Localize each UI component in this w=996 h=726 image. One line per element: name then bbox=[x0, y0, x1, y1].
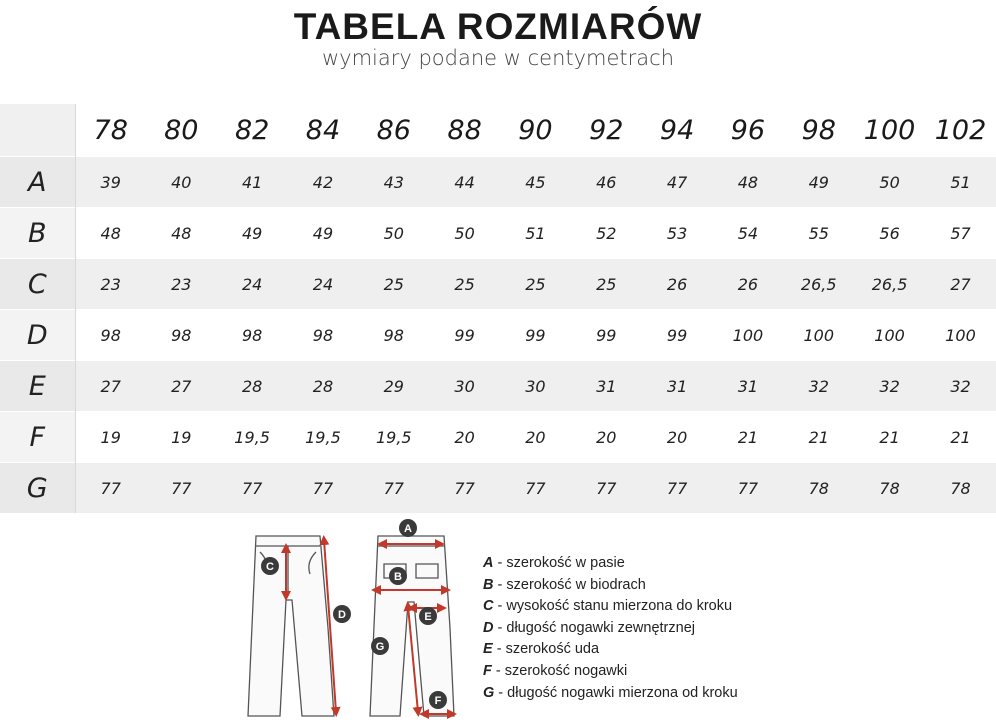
table-cell: 31 bbox=[642, 361, 713, 412]
table-cell: 20 bbox=[571, 412, 642, 463]
table-cell: 31 bbox=[571, 361, 642, 412]
table-cell: 47 bbox=[642, 157, 713, 208]
table-row bbox=[0, 259, 996, 310]
table-cell: 20 bbox=[429, 412, 500, 463]
row-label: B bbox=[0, 208, 75, 259]
table-cell: 21 bbox=[854, 412, 925, 463]
table-cell: 26,5 bbox=[854, 259, 925, 310]
page-subtitle: wymiary podane w centymetrach bbox=[321, 46, 675, 70]
table-cell: 99 bbox=[500, 310, 571, 361]
table-cell: 99 bbox=[429, 310, 500, 361]
table-cell: 42 bbox=[288, 157, 359, 208]
row-label: D bbox=[0, 310, 75, 361]
size-header: 90 bbox=[518, 114, 553, 146]
legend-text: długość nogawki zewnętrznej bbox=[506, 619, 695, 636]
legend-separator: - bbox=[493, 619, 507, 636]
table-cell: 19 bbox=[146, 412, 217, 463]
table-cell: 30 bbox=[429, 361, 500, 412]
table-cell: 50 bbox=[854, 157, 925, 208]
size-header: 102 bbox=[934, 114, 987, 146]
legend-separator: - bbox=[493, 555, 507, 571]
legend-text: szerokość nogawki bbox=[504, 662, 628, 679]
pants-front-icon bbox=[248, 536, 334, 716]
size-header: 82 bbox=[234, 114, 270, 146]
table-cell: 50 bbox=[358, 208, 429, 259]
table-cell: 57 bbox=[925, 208, 996, 259]
legend-item bbox=[483, 553, 983, 575]
svg-text:F: F bbox=[434, 695, 442, 707]
table-cell: 45 bbox=[500, 157, 571, 208]
table-cell: 32 bbox=[783, 361, 854, 412]
table-cell: 98 bbox=[358, 310, 429, 361]
size-header: 100 bbox=[863, 114, 916, 146]
svg-text:B: B bbox=[394, 571, 402, 583]
table-cell: 77 bbox=[429, 463, 500, 514]
table-cell: 99 bbox=[642, 310, 713, 361]
table-cell: 48 bbox=[75, 208, 146, 259]
table-cell: 31 bbox=[713, 361, 784, 412]
table-cell: 20 bbox=[500, 412, 571, 463]
legend-text: szerokość w biodrach bbox=[506, 576, 646, 593]
table-cell: 25 bbox=[429, 259, 500, 310]
page-title: TABELA ROZMIARÓW bbox=[293, 6, 703, 47]
svg-text:C: C bbox=[266, 561, 274, 573]
size-header: 86 bbox=[376, 114, 411, 146]
table-cell: 24 bbox=[217, 259, 288, 310]
table-cell: 52 bbox=[571, 208, 642, 259]
legend-text: szerokość w pasie bbox=[506, 555, 625, 571]
table-row bbox=[0, 157, 996, 208]
size-header: 88 bbox=[447, 114, 482, 146]
svg-text:D: D bbox=[338, 609, 346, 621]
legend-key: E bbox=[483, 641, 493, 658]
table-cell: 21 bbox=[925, 412, 996, 463]
table-cell: 32 bbox=[854, 361, 925, 412]
table-cell: 19,5 bbox=[217, 412, 288, 463]
row-label: F bbox=[0, 412, 75, 463]
table-cell: 98 bbox=[146, 310, 217, 361]
legend-text: długość nogawki mierzona od kroku bbox=[507, 684, 738, 701]
table-cell: 25 bbox=[500, 259, 571, 310]
table-cell: 100 bbox=[713, 310, 784, 361]
table-cell: 29 bbox=[358, 361, 429, 412]
legend-item bbox=[483, 596, 983, 618]
table-cell: 26 bbox=[713, 259, 784, 310]
table-cell: 48 bbox=[713, 157, 784, 208]
table-cell: 98 bbox=[217, 310, 288, 361]
table-cell: 28 bbox=[288, 361, 359, 412]
svg-text:A: A bbox=[404, 523, 412, 535]
measure-badge-f bbox=[429, 691, 447, 709]
pants-measurement-illustration bbox=[236, 516, 460, 722]
table-cell: 77 bbox=[642, 463, 713, 514]
size-header: 78 bbox=[93, 114, 128, 146]
measure-badge-d bbox=[333, 605, 351, 623]
table-cell: 77 bbox=[358, 463, 429, 514]
table-cell: 77 bbox=[713, 463, 784, 514]
legend-item bbox=[483, 575, 983, 597]
pants-drawing bbox=[236, 516, 460, 722]
legend-item bbox=[483, 639, 983, 661]
table-cell: 26 bbox=[642, 259, 713, 310]
table-cell: 100 bbox=[854, 310, 925, 361]
legend-key: B bbox=[483, 576, 494, 593]
table-cell: 32 bbox=[925, 361, 996, 412]
legend-key: G bbox=[483, 684, 495, 701]
table-cell: 77 bbox=[500, 463, 571, 514]
legend-text: szerokość uda bbox=[505, 641, 600, 658]
table-cell: 53 bbox=[642, 208, 713, 259]
table-cell: 51 bbox=[925, 157, 996, 208]
svg-text:G: G bbox=[375, 641, 385, 653]
size-header: 80 bbox=[164, 114, 199, 146]
table-cell: 77 bbox=[288, 463, 359, 514]
size-table bbox=[0, 104, 996, 513]
table-cell: 49 bbox=[288, 208, 359, 259]
table-cell: 77 bbox=[75, 463, 146, 514]
table-cell: 39 bbox=[75, 157, 146, 208]
table-cell: 78 bbox=[854, 463, 925, 514]
table-cell: 30 bbox=[500, 361, 571, 412]
table-cell: 25 bbox=[358, 259, 429, 310]
legend-item bbox=[483, 683, 983, 705]
table-row bbox=[0, 361, 996, 412]
table-cell: 19 bbox=[75, 412, 146, 463]
table-cell: 27 bbox=[925, 259, 996, 310]
table-cell: 28 bbox=[217, 361, 288, 412]
measure-badge-e bbox=[419, 607, 437, 625]
table-row bbox=[0, 208, 996, 259]
size-table-body bbox=[0, 157, 996, 514]
row-label: C bbox=[0, 259, 75, 310]
legend-separator: - bbox=[493, 598, 507, 615]
table-cell: 20 bbox=[642, 412, 713, 463]
table-cell: 44 bbox=[429, 157, 500, 208]
table-cell: 78 bbox=[783, 463, 854, 514]
table-cell: 51 bbox=[500, 208, 571, 259]
size-header: 94 bbox=[659, 114, 695, 146]
size-header: 84 bbox=[305, 114, 341, 146]
size-header: 98 bbox=[801, 114, 836, 146]
row-label: A bbox=[0, 157, 75, 208]
table-corner bbox=[0, 104, 75, 157]
legend-key: A bbox=[483, 555, 494, 571]
table-cell: 100 bbox=[925, 310, 996, 361]
table-row bbox=[0, 463, 996, 514]
measurement-legend bbox=[483, 553, 983, 704]
table-cell: 26,5 bbox=[783, 259, 854, 310]
row-label: G bbox=[0, 463, 75, 514]
table-row bbox=[0, 310, 996, 361]
pants-back-icon bbox=[370, 536, 454, 716]
table-cell: 98 bbox=[288, 310, 359, 361]
table-cell: 49 bbox=[217, 208, 288, 259]
table-cell: 40 bbox=[146, 157, 217, 208]
legend-key: C bbox=[483, 598, 494, 615]
table-cell: 23 bbox=[146, 259, 217, 310]
size-header: 92 bbox=[589, 114, 624, 146]
table-cell: 23 bbox=[75, 259, 146, 310]
svg-text:E: E bbox=[424, 611, 432, 623]
table-cell: 55 bbox=[783, 208, 854, 259]
legend-separator: - bbox=[493, 576, 507, 593]
measure-badge-b bbox=[389, 567, 407, 585]
measure-badge-c bbox=[261, 557, 279, 575]
table-cell: 43 bbox=[358, 157, 429, 208]
table-cell: 25 bbox=[571, 259, 642, 310]
row-label: E bbox=[0, 361, 75, 412]
table-cell: 41 bbox=[217, 157, 288, 208]
table-cell: 77 bbox=[571, 463, 642, 514]
table-cell: 21 bbox=[713, 412, 784, 463]
table-row bbox=[0, 412, 996, 463]
size-header: 96 bbox=[730, 114, 766, 146]
table-cell: 46 bbox=[571, 157, 642, 208]
measure-badge-a bbox=[399, 519, 417, 537]
table-cell: 24 bbox=[288, 259, 359, 310]
table-cell: 98 bbox=[75, 310, 146, 361]
table-cell: 19,5 bbox=[288, 412, 359, 463]
table-cell: 27 bbox=[75, 361, 146, 412]
table-cell: 78 bbox=[925, 463, 996, 514]
legend-separator: - bbox=[491, 662, 505, 679]
legend-item bbox=[483, 618, 983, 640]
table-cell: 54 bbox=[713, 208, 784, 259]
legend-key: F bbox=[483, 662, 492, 679]
size-header-row bbox=[0, 104, 996, 157]
table-cell: 27 bbox=[146, 361, 217, 412]
table-cell: 77 bbox=[146, 463, 217, 514]
table-cell: 100 bbox=[783, 310, 854, 361]
table-cell: 49 bbox=[783, 157, 854, 208]
legend-key: D bbox=[483, 619, 494, 636]
table-cell: 48 bbox=[146, 208, 217, 259]
table-cell: 21 bbox=[783, 412, 854, 463]
legend-item bbox=[483, 661, 983, 683]
measure-badge-g bbox=[371, 637, 389, 655]
table-cell: 77 bbox=[217, 463, 288, 514]
table-cell: 99 bbox=[571, 310, 642, 361]
table-cell: 19,5 bbox=[358, 412, 429, 463]
legend-separator: - bbox=[492, 641, 506, 658]
legend-text: wysokość stanu mierzona do kroku bbox=[506, 598, 733, 615]
table-cell: 50 bbox=[429, 208, 500, 259]
table-cell: 56 bbox=[854, 208, 925, 259]
legend-separator: - bbox=[494, 684, 508, 701]
